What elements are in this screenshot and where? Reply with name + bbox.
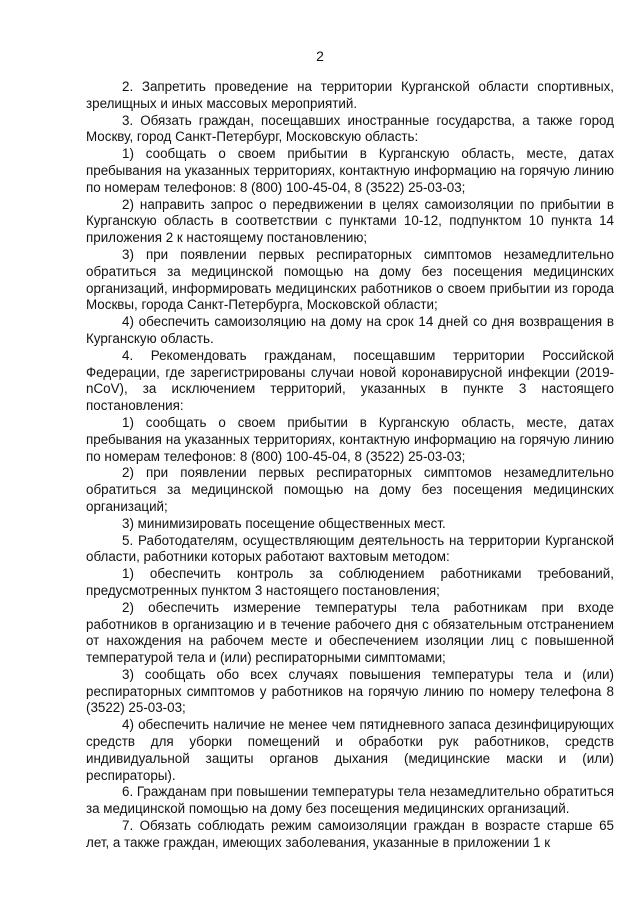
paragraph-4-item-3: 3) минимизировать посещение общественных мест.: [122, 515, 446, 531]
paragraph-3-item-1: 1) сообщать о своем прибытии в Курганскую область, месте, датах пребывания на указанных территориях, контактную информацию на горячую линию по номерам телефонов: 8 (800) 100-45-04, 8 (3522) 25-03-03;: [86, 146, 614, 195]
paragraph-3-item-4: 4) обеспечить самоизоляцию на дому на срок 14 дней со дня возвращения в Курганскую область.: [86, 314, 614, 346]
paragraph-3-item-2: 2) направить запрос о передвижении в целях самоизоляции по прибытии в Курганскую область в соответствии с пунктами 10-12, подпунктом 10 пункта 14 приложения 2 к настоящему постановлению;: [86, 196, 614, 246]
paragraph-7-self-isolation: 7. Обязать соблюдать режим самоизоляции граждан в возрасте старше 65 лет, а также граждан, имеющих заболевания, указанные в приложении 1 к: [86, 818, 614, 850]
paragraph-5-item-1: 1) обеспечить контроль за соблюдением работниками требований, предусмотренных пунктом 3 настоящего постановления;: [86, 566, 614, 598]
paragraph-6-citizens: 6. Гражданам при повышении температуры тела незамедлительно обратиться за медицинской помощью на дому без посещения медицинских организаций.: [86, 784, 614, 817]
paragraph-5-item-3: 3) сообщать обо всех случаях повышения температуры тела и (или) респираторных симптомов у работников на горячую линию по номеру телефона 8 (3522) 25-03-03;: [86, 666, 614, 716]
paragraph-3-obligations: 3. Обязать граждан, посещавших иностранные государства, а также город Москву, город Санкт-Петербург, Московскую область:: [86, 112, 614, 145]
page-number: 2: [316, 48, 324, 64]
document-body: [86, 79, 614, 852]
paragraph-3-item-3: 3) при появлении первых респираторных симптомов незамедлительно обратиться за медицинской помощью на дому без посещения медицинских организаций, информировать медицинских работников о своем прибытии из города Москвы, города Санкт-Петербурга, Московской области;: [86, 246, 614, 313]
paragraph-5-item-4: 4) обеспечить наличие не менее чем пятидневного запаса дезинфицирующих средств для уборки помещений и обработки рук работников, средств индивидуальной защиты органов дыхания (медицинские маски и (или) респираторы).: [86, 717, 614, 783]
paragraph-2-ban-events: 2. Запретить проведение на территории Курганской области спортивных, зрелищных и иных массовых мероприятий.: [86, 79, 614, 111]
paragraph-4-item-2: 2) при появлении первых респираторных симптомов незамедлительно обратиться за медицинской помощью на дому без посещения медицинских организаций;: [86, 465, 614, 514]
paragraph-4-item-1: 1) сообщать о своем прибытии в Курганскую область, месте, датах пребывания на указанных территориях, контактную информацию на горячую линию по номерам телефонов: 8 (800) 100-45-04, 8 (3522) 25-03-03;: [86, 414, 614, 464]
paragraph-5-item-2: 2) обеспечить измерение температуры тела работникам при входе работников в организацию и в течение рабочего дня с обязательным отстранением от нахождения на рабочем месте и обеспечением изоляции лиц с повышенной температурой тела и (или) респираторными симптомами;: [86, 599, 614, 666]
paragraph-5-employers: 5. Работодателям, осуществляющим деятельность на территории Курганской области, работники которых работают вахтовым методом:: [86, 532, 614, 565]
paragraph-4-recommendations: 4. Рекомендовать гражданам, посещавшим территории Российской Федерации, где зарегистрированы случаи новой коронавирусной инфекции (2019-nCoV), за исключением территорий, указанных в пункте 3 настоящего постановления:: [86, 347, 614, 414]
